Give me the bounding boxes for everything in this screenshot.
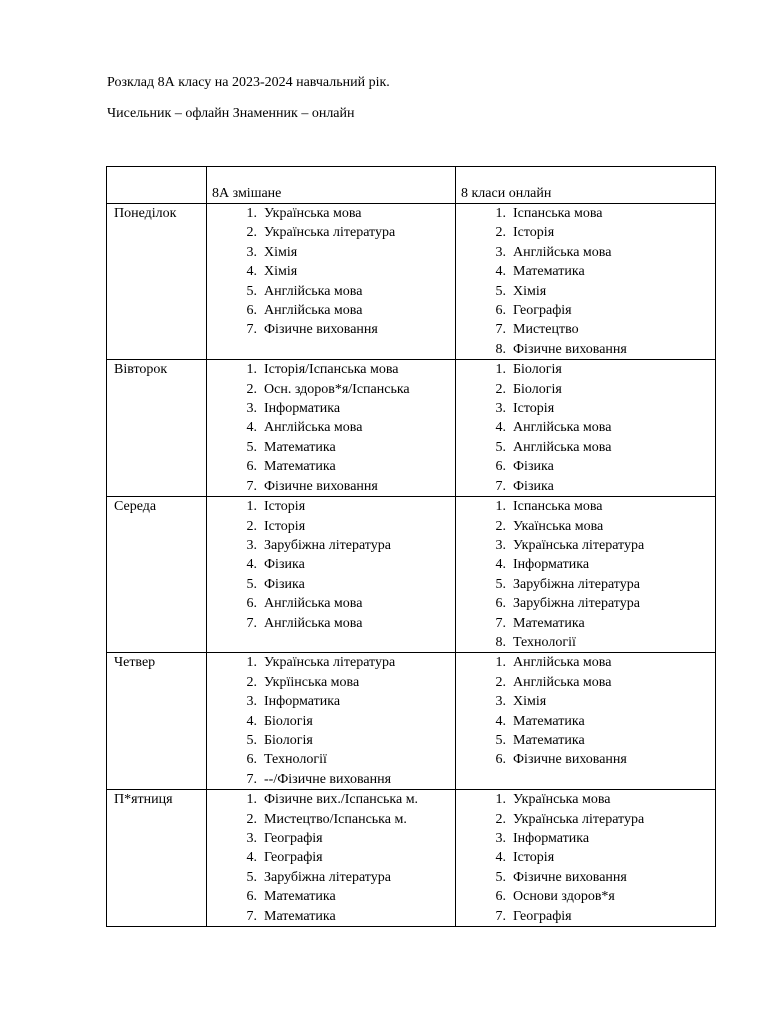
day-row	[107, 360, 716, 497]
schedule-body	[107, 167, 716, 927]
lesson-number: 2.	[495, 225, 506, 241]
lesson-item	[207, 614, 455, 633]
lesson-item	[207, 868, 455, 887]
lesson-number: 3.	[495, 401, 506, 417]
online-lessons-cell	[456, 204, 716, 360]
lesson-subject: Фізика	[513, 459, 554, 475]
lesson-subject: Інформатика	[513, 557, 590, 573]
day-row	[107, 653, 716, 790]
lesson-number: 3.	[495, 537, 506, 553]
lesson-item	[456, 438, 715, 457]
lesson-subject: Основи здоров*я	[513, 889, 615, 905]
lesson-number: 8.	[495, 634, 506, 650]
lesson-item	[207, 418, 455, 437]
lesson-subject: Хімія	[513, 283, 547, 299]
lesson-subject: Фізичне виховання	[513, 341, 627, 357]
lesson-number: 1.	[246, 362, 257, 378]
lesson-number: 5.	[495, 283, 506, 299]
lesson-subject: Українська мова	[264, 206, 362, 221]
lesson-number: 7.	[495, 908, 506, 924]
lesson-item	[456, 614, 715, 633]
lesson-subject: Математика	[264, 908, 336, 924]
lesson-item	[207, 887, 455, 906]
lesson-number: 2.	[246, 225, 257, 241]
lesson-item	[207, 320, 455, 339]
lesson-number: 7.	[246, 615, 257, 631]
online-lessons-cell	[456, 360, 716, 497]
lesson-subject: Фізика	[513, 478, 554, 494]
lesson-item	[456, 536, 715, 555]
lesson-item	[207, 438, 455, 457]
lesson-item	[456, 320, 715, 339]
lesson-subject: Інформатика	[513, 831, 590, 846]
lesson-item	[456, 340, 715, 359]
lesson-subject: Інформатика	[264, 401, 341, 417]
lesson-subject: Математика	[513, 713, 585, 729]
lesson-subject: Зарубіжна література	[264, 869, 391, 885]
lesson-subject: Географія	[513, 303, 572, 319]
lesson-item	[207, 399, 455, 418]
lesson-subject: Математика	[513, 732, 585, 748]
mixed-lesson-list	[207, 653, 455, 789]
lesson-item	[207, 673, 455, 692]
lesson-number: 4.	[246, 264, 257, 280]
lesson-subject: Фізичне виховання	[513, 869, 627, 885]
lesson-subject: Географія	[264, 850, 323, 866]
lesson-subject: Біологія	[513, 362, 562, 378]
lesson-number: 4.	[246, 850, 257, 866]
lesson-number: 4.	[495, 713, 506, 729]
lesson-subject: Зарубіжна література	[264, 537, 391, 553]
lesson-subject: Зарубіжна література	[513, 596, 640, 612]
lesson-item	[207, 380, 455, 399]
lesson-number: 4.	[495, 850, 506, 866]
lesson-number: 6.	[495, 596, 506, 612]
lesson-subject: Математика	[264, 459, 336, 475]
mixed-lesson-list	[207, 204, 455, 340]
lesson-item	[207, 594, 455, 613]
lesson-item	[456, 594, 715, 613]
lesson-number: 4.	[246, 557, 257, 573]
lesson-item	[207, 692, 455, 711]
lesson-item	[207, 770, 455, 789]
lesson-subject: --/Фізичне виховання	[264, 771, 392, 787]
lesson-item	[207, 360, 455, 379]
online-lesson-list	[456, 204, 715, 359]
lesson-item	[456, 223, 715, 242]
lesson-number: 5.	[246, 439, 257, 455]
lesson-item	[207, 575, 455, 594]
header-row	[107, 167, 716, 204]
lesson-number: 2.	[246, 674, 257, 690]
lesson-item	[207, 810, 455, 829]
lesson-number: 7.	[246, 771, 257, 787]
lesson-number: 6.	[495, 459, 506, 475]
lesson-number: 7.	[495, 322, 506, 338]
mixed-lessons-cell	[207, 653, 456, 790]
day-name-cell: Середа	[107, 497, 207, 653]
lesson-item	[207, 204, 455, 223]
lesson-item	[456, 477, 715, 496]
lesson-subject: Історія	[513, 401, 555, 417]
lesson-number: 1.	[495, 206, 506, 221]
lesson-number: 5.	[495, 576, 506, 592]
lesson-number: 6.	[246, 596, 257, 612]
lesson-subject: Хімія	[264, 244, 298, 260]
lesson-item	[207, 848, 455, 867]
lesson-item	[456, 243, 715, 262]
lesson-item	[207, 457, 455, 476]
lesson-item	[456, 848, 715, 867]
online-lessons-cell	[456, 653, 716, 790]
day-row	[107, 790, 716, 927]
lesson-subject: Укаїнська мова	[513, 518, 604, 534]
lesson-item	[456, 692, 715, 711]
header-cell-mixed: 8А змішане	[207, 167, 456, 204]
lesson-number: 1.	[495, 362, 506, 378]
lesson-subject: Історія	[513, 850, 555, 866]
lesson-subject: Мистецтво/Іспанська м.	[264, 811, 407, 827]
lesson-item	[456, 301, 715, 320]
lesson-number: 6.	[246, 459, 257, 475]
online-lessons-cell	[456, 790, 716, 927]
day-row	[107, 204, 716, 360]
lesson-subject: Біологія	[513, 381, 562, 397]
lesson-subject: Математика	[264, 889, 336, 905]
header-cell-day	[107, 167, 207, 204]
lesson-subject: Хімія	[264, 264, 298, 280]
lesson-item	[456, 868, 715, 887]
lesson-number: 4.	[495, 557, 506, 573]
lesson-item	[207, 829, 455, 848]
online-lesson-list	[456, 653, 715, 769]
lesson-number: 2.	[246, 381, 257, 397]
lesson-item	[207, 731, 455, 750]
lesson-number: 3.	[246, 244, 257, 260]
lesson-subject: Англійська мова	[264, 283, 363, 299]
lesson-number: 5.	[495, 869, 506, 885]
day-name-cell: Четвер	[107, 653, 207, 790]
lesson-number: 3.	[246, 694, 257, 710]
lesson-number: 4.	[246, 713, 257, 729]
lesson-subject: Англійська мова	[264, 596, 363, 612]
lesson-item	[456, 790, 715, 809]
lesson-item	[456, 360, 715, 379]
lesson-number: 5.	[246, 869, 257, 885]
lesson-item	[207, 555, 455, 574]
lesson-subject: Історія	[513, 225, 555, 241]
lesson-item	[207, 223, 455, 242]
online-lesson-list	[456, 790, 715, 926]
mixed-lesson-list	[207, 360, 455, 496]
lesson-number: 6.	[246, 889, 257, 905]
lesson-number: 4.	[246, 420, 257, 436]
lesson-item	[456, 575, 715, 594]
lesson-number: 3.	[246, 401, 257, 417]
day-name-cell: Понеділок	[107, 204, 207, 360]
online-lesson-list	[456, 497, 715, 652]
lesson-number: 1.	[495, 792, 506, 808]
lesson-number: 5.	[246, 283, 257, 299]
lesson-subject: Фізика	[264, 576, 305, 592]
lesson-subject: Хімія	[513, 694, 547, 710]
lesson-item	[207, 536, 455, 555]
lesson-number: 3.	[495, 244, 506, 260]
lesson-number: 2.	[495, 674, 506, 690]
lesson-subject: Історія	[264, 518, 306, 534]
lesson-number: 7.	[495, 478, 506, 494]
lesson-item	[207, 477, 455, 496]
lesson-item	[207, 712, 455, 731]
lesson-number: 5.	[246, 576, 257, 592]
lesson-item	[456, 497, 715, 516]
lesson-item	[456, 204, 715, 223]
lesson-number: 8.	[495, 341, 506, 357]
lesson-number: 2.	[495, 518, 506, 534]
lesson-subject: Технології	[513, 634, 576, 650]
lesson-subject: Фізика	[264, 557, 305, 573]
mixed-lessons-cell	[207, 790, 456, 927]
lesson-number: 7.	[246, 478, 257, 494]
lesson-item	[207, 243, 455, 262]
lesson-item	[456, 653, 715, 672]
lesson-subject: Українська література	[264, 655, 396, 671]
lesson-subject: Математика	[513, 264, 585, 280]
lesson-item	[456, 750, 715, 769]
lesson-subject: Українська література	[264, 225, 396, 241]
lesson-item	[456, 829, 715, 848]
online-lesson-list	[456, 360, 715, 496]
mixed-lessons-cell	[207, 497, 456, 653]
lesson-number: 2.	[246, 811, 257, 827]
lesson-subject: Географія	[264, 831, 323, 846]
lesson-subject: Історія	[264, 499, 306, 515]
lesson-number: 1.	[246, 206, 257, 221]
mixed-lesson-list	[207, 497, 455, 633]
lesson-subject: Фізичне виховання	[513, 752, 627, 768]
lesson-item	[207, 282, 455, 301]
lesson-item	[207, 907, 455, 926]
online-lessons-cell	[456, 497, 716, 653]
lesson-subject: Фізичне виховання	[264, 478, 378, 494]
lesson-item	[207, 750, 455, 769]
lesson-item	[456, 907, 715, 926]
lesson-subject: Фізичне вих./Іспанська м.	[264, 792, 419, 808]
lesson-subject: Українська література	[513, 811, 645, 827]
lesson-subject: Англійська мова	[513, 655, 612, 671]
lesson-item	[456, 399, 715, 418]
lesson-item	[456, 810, 715, 829]
day-name-cell: П*ятниця	[107, 790, 207, 927]
lesson-number: 2.	[495, 811, 506, 827]
lesson-item	[456, 887, 715, 906]
lesson-subject: Англійська мова	[513, 674, 612, 690]
lesson-subject: Українська мова	[513, 792, 611, 808]
lesson-item	[456, 633, 715, 652]
lesson-subject: Зарубіжна література	[513, 576, 640, 592]
lesson-subject: Англійська мова	[513, 420, 612, 436]
lesson-subject: Англійська мова	[513, 439, 612, 455]
day-row	[107, 497, 716, 653]
lesson-number: 3.	[246, 537, 257, 553]
lesson-number: 5.	[495, 732, 506, 748]
lesson-number: 1.	[495, 499, 506, 515]
lesson-subject: Англійська мова	[264, 420, 363, 436]
document-title: Розклад 8А класу на 2023-2024 навчальний рік.	[107, 75, 390, 90]
lesson-item	[456, 673, 715, 692]
lesson-subject: Іспанська мова	[513, 499, 603, 515]
lesson-number: 2.	[495, 381, 506, 397]
mixed-lessons-cell	[207, 204, 456, 360]
lesson-subject: Осн. здоров*я/Іспанська	[264, 381, 410, 397]
lesson-number: 6.	[495, 752, 506, 768]
lesson-subject: Технології	[264, 752, 327, 768]
lesson-number: 6.	[246, 752, 257, 768]
document-subtitle: Чисельник – офлайн Знаменник – онлайн	[107, 106, 355, 121]
lesson-number: 1.	[495, 655, 506, 671]
lesson-subject: Математика	[513, 615, 585, 631]
lesson-subject: Англійська мова	[264, 615, 363, 631]
lesson-item	[456, 731, 715, 750]
lesson-subject: Мистецтво	[513, 322, 579, 338]
lesson-item	[207, 497, 455, 516]
lesson-subject: Українська література	[513, 537, 645, 553]
lesson-number: 7.	[246, 908, 257, 924]
lesson-subject: Інформатика	[264, 694, 341, 710]
header-cell-online: 8 класи онлайн	[456, 167, 716, 204]
lesson-item	[207, 301, 455, 320]
mixed-lesson-list	[207, 790, 455, 926]
lesson-number: 6.	[246, 303, 257, 319]
lesson-item	[207, 517, 455, 536]
lesson-number: 6.	[495, 889, 506, 905]
lesson-subject: Математика	[264, 439, 336, 455]
lesson-subject: Біологія	[264, 732, 313, 748]
mixed-lessons-cell	[207, 360, 456, 497]
lesson-number: 1.	[246, 499, 257, 515]
lesson-item	[207, 653, 455, 672]
lesson-item	[207, 262, 455, 281]
lesson-subject: Історія/Іспанська мова	[264, 362, 399, 378]
lesson-number: 1.	[246, 792, 257, 808]
lesson-item	[456, 380, 715, 399]
lesson-item	[456, 517, 715, 536]
lesson-item	[207, 790, 455, 809]
lesson-subject: Англійська мова	[513, 244, 612, 260]
day-name-cell: Вівторок	[107, 360, 207, 497]
lesson-item	[456, 712, 715, 731]
lesson-subject: Іспанська мова	[513, 206, 603, 221]
lesson-subject: Англійська мова	[264, 303, 363, 319]
lesson-number: 6.	[495, 303, 506, 319]
lesson-number: 3.	[495, 694, 506, 710]
lesson-item	[456, 555, 715, 574]
lesson-number: 5.	[246, 732, 257, 748]
lesson-number: 3.	[246, 831, 257, 846]
lesson-subject: Біологія	[264, 713, 313, 729]
lesson-number: 1.	[246, 655, 257, 671]
lesson-subject: Географія	[513, 908, 572, 924]
lesson-subject: Укрїінська мова	[264, 674, 360, 690]
lesson-number: 5.	[495, 439, 506, 455]
lesson-item	[456, 457, 715, 476]
lesson-number: 3.	[495, 831, 506, 846]
lesson-number: 2.	[246, 518, 257, 534]
lesson-number: 4.	[495, 420, 506, 436]
lesson-item	[456, 262, 715, 281]
lesson-number: 7.	[246, 322, 257, 338]
lesson-item	[456, 282, 715, 301]
lesson-item	[456, 418, 715, 437]
lesson-number: 4.	[495, 264, 506, 280]
lesson-number: 7.	[495, 615, 506, 631]
schedule-table	[106, 166, 716, 927]
lesson-subject: Фізичне виховання	[264, 322, 378, 338]
